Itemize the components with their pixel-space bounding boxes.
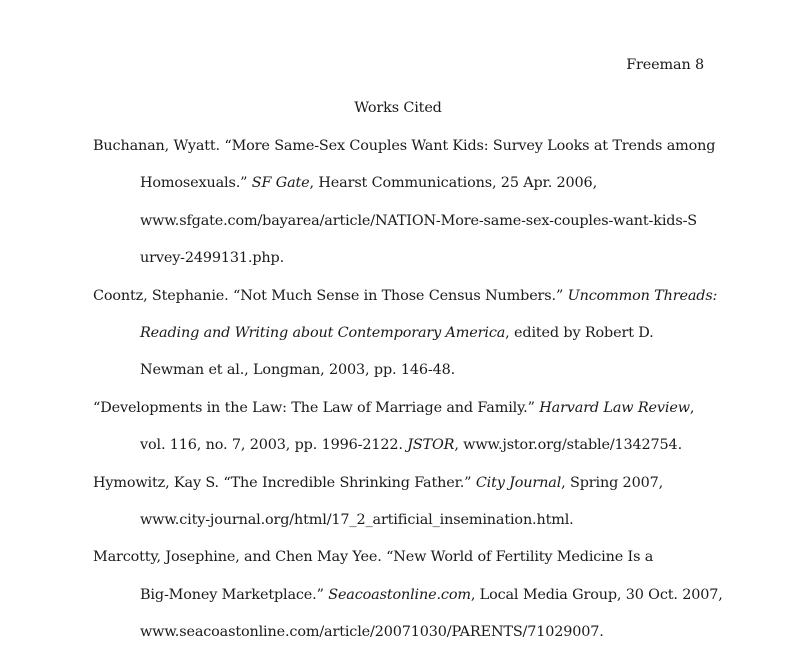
citation-text: www.city-journal.org/html/17_2_artificial_insemination.html.	[140, 511, 574, 528]
citation-line	[93, 474, 713, 511]
running-head: Freeman 8	[626, 57, 704, 73]
citation-line	[93, 436, 713, 473]
citation-text: www.sfgate.com/bayarea/article/NATION-More-same-sex-couples-want-kids-S	[140, 212, 697, 229]
citation-text: , Hearst Communications, 25 Apr. 2006,	[309, 175, 597, 192]
citation-text: Newman et al., Longman, 2003, pp. 146-48.	[140, 362, 456, 379]
citation-italic-text: Uncommon Threads:	[567, 287, 718, 304]
citation-line	[93, 361, 713, 398]
citation-entry	[93, 287, 718, 399]
citation-entry	[93, 474, 713, 549]
citation-text: “Developments in the Law: The Law of Marriage and Family.”	[93, 399, 540, 416]
page-title: Works Cited	[354, 100, 442, 116]
works-cited-list	[93, 137, 723, 660]
citation-italic-text: Seacoastonline.com	[328, 586, 471, 603]
citation-line	[93, 623, 713, 660]
citation-text: Coontz, Stephanie. “Not Much Sense in Those Census Numbers.”	[93, 287, 568, 304]
citation-text: Marcotty, Josephine, and Chen May Yee. “New World of Fertility Medicine Is a	[93, 549, 654, 566]
citation-italic-text: JSTOR	[407, 437, 455, 454]
citation-text: Homosexuals.”	[140, 175, 252, 192]
citation-text: vol. 116, no. 7, 2003, pp. 1996-2122.	[140, 437, 408, 454]
citation-text: ,	[689, 399, 695, 416]
citation-text: Hymowitz, Kay S. “The Incredible Shrinking Father.”	[93, 474, 476, 491]
citation-line	[93, 586, 723, 623]
citation-text: , Spring 2007,	[561, 474, 664, 491]
citation-text: Big-Money Marketplace.”	[140, 586, 329, 603]
citation-text: , Local Media Group, 30 Oct. 2007,	[470, 586, 723, 603]
citation-line	[93, 249, 713, 286]
citation-entry	[93, 399, 713, 474]
citation-line	[93, 212, 713, 249]
citation-text: urvey-2499131.php.	[140, 250, 285, 267]
citation-text: Buchanan, Wyatt. “More Same-Sex Couples Want Kids: Survey Looks at Trends among	[93, 138, 716, 154]
citation-line	[93, 548, 713, 585]
citation-italic-text: Harvard Law Review	[539, 399, 690, 416]
citation-entry	[93, 548, 723, 660]
citation-entry	[93, 137, 716, 287]
citation-line	[93, 324, 713, 361]
citation-italic-text: SF Gate	[251, 175, 310, 192]
citation-text: www.seacoastonline.com/article/20071030/PARENTS/71029007.	[140, 624, 604, 641]
citation-line	[93, 287, 718, 324]
citation-line	[93, 511, 713, 548]
citation-line	[93, 174, 713, 211]
citation-text: , www.jstor.org/stable/1342754.	[454, 437, 682, 454]
citation-line	[93, 399, 713, 436]
citation-text: , edited by Robert D.	[505, 324, 654, 341]
citation-italic-text: City Journal	[475, 474, 562, 491]
citation-italic-text: Reading and Writing about Contemporary America	[140, 324, 506, 341]
citation-line	[93, 137, 716, 174]
